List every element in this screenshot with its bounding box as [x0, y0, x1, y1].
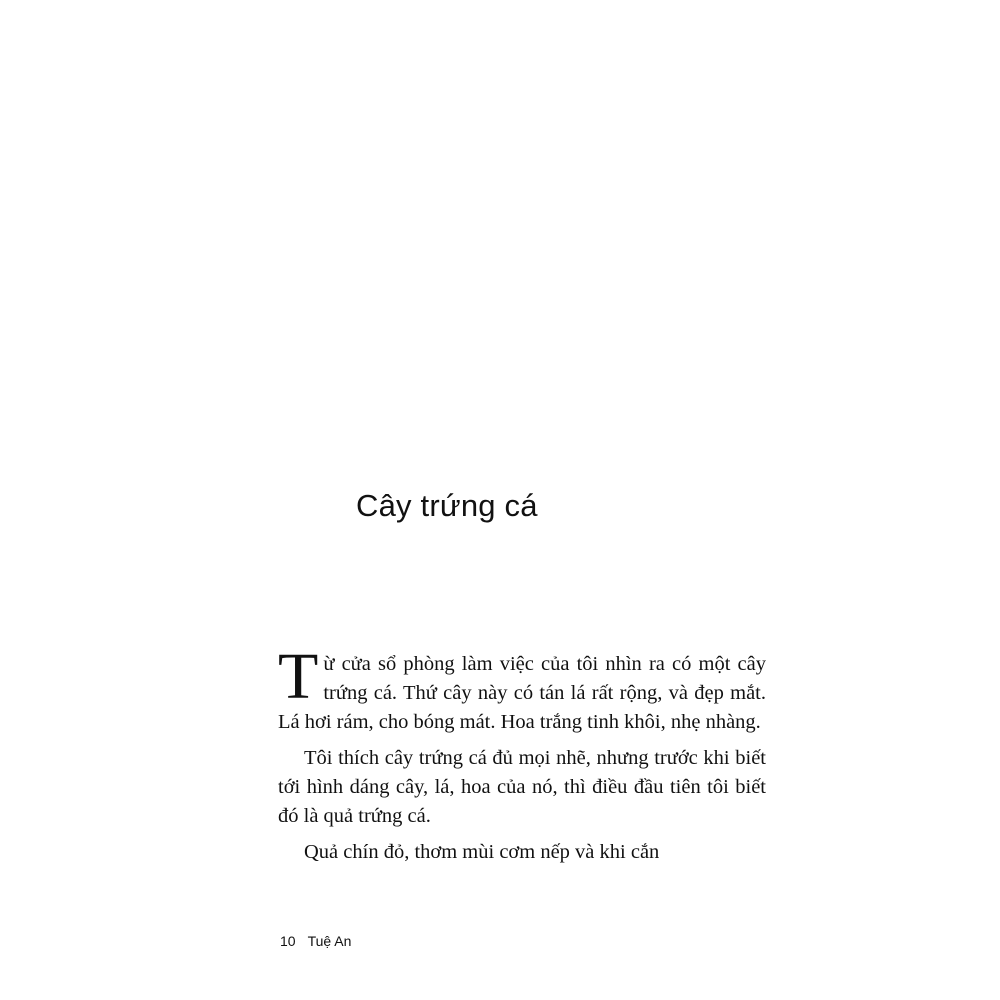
chapter-body	[278, 640, 766, 867]
page-footer	[280, 932, 351, 950]
paragraph-1	[278, 640, 766, 737]
page-number: 10	[280, 933, 296, 949]
paragraph-2: Tôi thích cây trứng cá đủ mọi nhẽ, nhưng trước khi biết tới hình dáng cây, lá, hoa của nó, thì điều đầu tiên tôi biết đó là quả trứng cá.	[278, 747, 766, 827]
drop-cap: T	[278, 640, 319, 713]
chapter-title: Cây trứng cá	[356, 488, 538, 523]
paragraph-3: Quả chín đỏ, thơm mùi cơm nếp và khi cắn	[304, 841, 660, 863]
paragraph-1-text: ừ cửa sổ phòng làm việc của tôi nhìn ra có một cây trứng cá. Thứ cây này có tán lá rất rộng, và đẹp mắt. Lá hơi rám, cho bóng mát. Hoa trắng tinh khôi, nhẹ nhàng.	[278, 653, 766, 733]
author-name: Tuệ An	[307, 933, 352, 949]
